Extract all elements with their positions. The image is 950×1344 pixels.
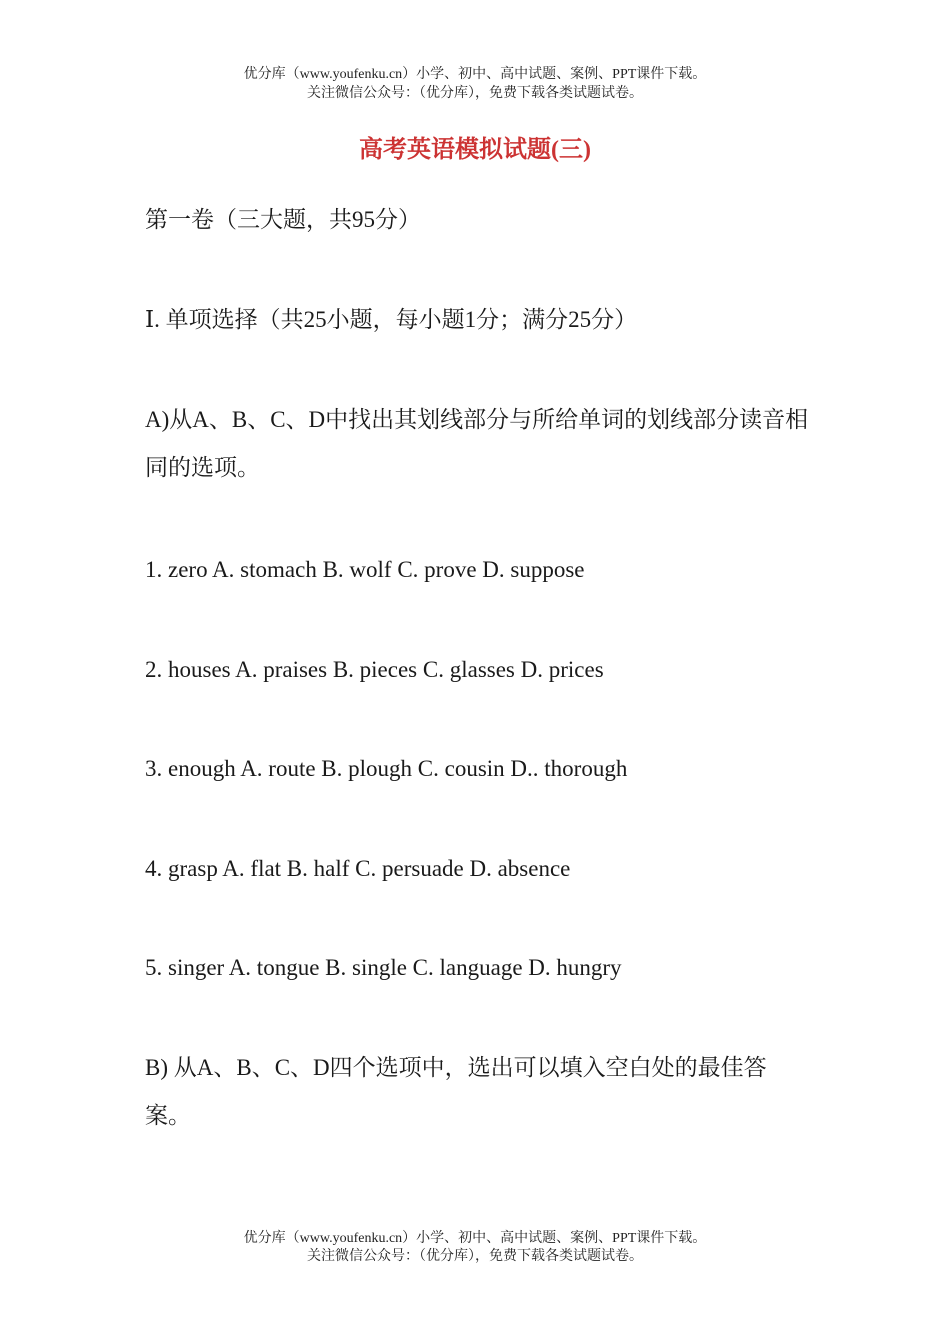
instruction-b: B) 从A、B、C、D四个选项中，选出可以填入空白处的最佳答案。	[145, 1055, 767, 1128]
header-line-1: 优分库（www.youfenku.cn）小学、初中、高中试题、案例、PPT课件下载。	[243, 67, 707, 82]
header-line-2: 关注微信公众号：（优分库），免费下载各类试题试卷。	[307, 86, 643, 101]
question-2: 2. houses A. praises B. pieces C. glasses D. prices	[145, 657, 604, 682]
instruction-a: A)从A、B、C、D中找出其划线部分与所给单词的划线部分读音相同的选项。	[145, 407, 809, 480]
footer-line-2: 关注微信公众号：（优分库），免费下载各类试题试卷。	[307, 1249, 643, 1264]
section-heading: 第一卷（三大题，共95分）	[145, 207, 421, 232]
question-3: 3. enough A. route B. plough C. cousin D.. thorough	[145, 756, 628, 781]
part-one-heading: Ⅰ. 单项选择（共25小题，每小题1分；满分25分）	[145, 307, 638, 332]
question-4: 4. grasp A. flat B. half C. persuade D. absence	[145, 856, 571, 881]
footer-line-1: 优分库（www.youfenku.cn）小学、初中、高中试题、案例、PPT课件下载。	[243, 1231, 707, 1246]
page-title: 高考英语模拟试题(三)	[359, 137, 591, 163]
question-1: 1. zero A. stomach B. wolf C. prove D. suppose	[145, 557, 585, 582]
question-5: 5. singer A. tongue B. single C. language D. hungry	[145, 955, 622, 980]
